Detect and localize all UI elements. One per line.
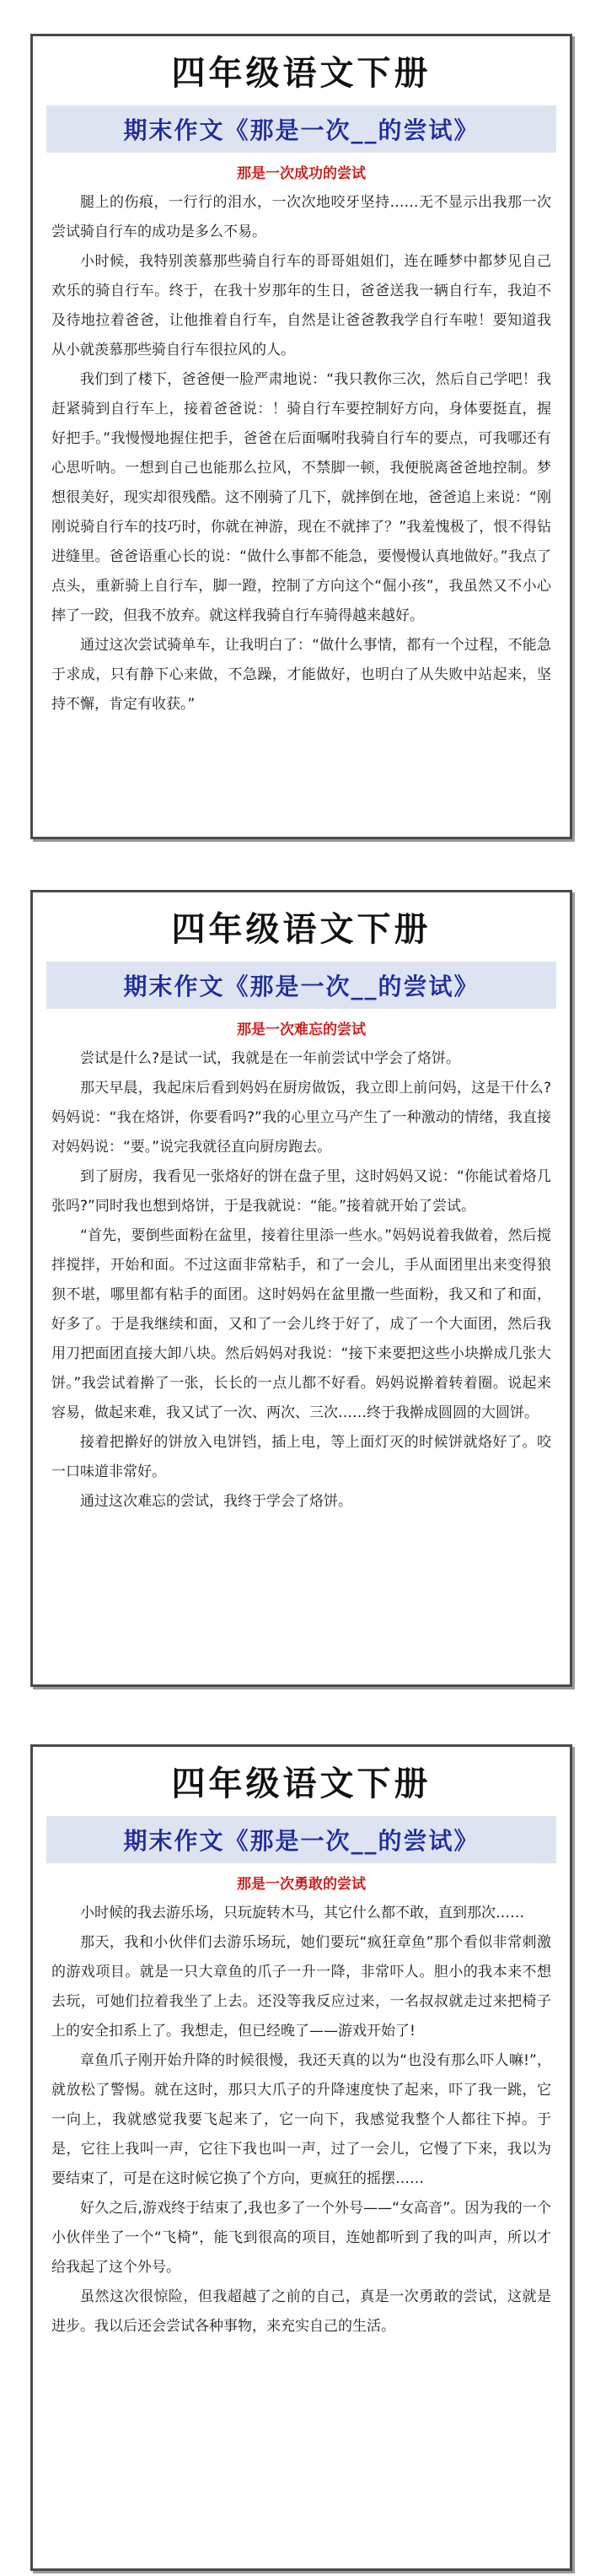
essay-body bbox=[51, 1044, 551, 1517]
essay-card-1 bbox=[30, 34, 572, 839]
card-header: 四年级语文下册 bbox=[171, 909, 432, 949]
essay-prompt-text: 期末作文《那是一次__的尝试》 bbox=[123, 116, 480, 144]
essay-prompt-banner bbox=[46, 1816, 556, 1863]
essay-prompt-banner bbox=[46, 105, 556, 153]
paragraph: 那天早晨，我起床后看到妈妈在厨房做饭，我立即上前问妈，这是干什么?妈妈说：“我在烙饼，你要看吗?”我的心里立马产生了一种激动的情绪，我直接对妈妈说：“要。”说完我就径直向厨房跑去。 bbox=[51, 1080, 551, 1156]
essay-prompt-text: 期末作文《那是一次__的尝试》 bbox=[123, 1827, 480, 1855]
paragraph: 接着把擀好的饼放入电饼铛，插上电，等上面灯灭的时候饼就烙好了。咬一口味道非常好。 bbox=[51, 1434, 551, 1480]
essay-card-2 bbox=[30, 890, 572, 1687]
paragraph: 尝试是什么?是试一试，我就是在一年前尝试中学会了烙饼。 bbox=[80, 1050, 461, 1067]
essay-body bbox=[51, 1899, 551, 2342]
paragraph: 章鱼爪子刚开始升降的时候很慢，我还天真的以为“也没有那么吓人嘛!”，就放松了警惕。就在这时，那只大爪子的升降速度快了起来，吓了我一跳，它一向上，我就感觉我要飞起来了，它一向下，我感觉我整个人都往下掉。于是，它往上我叫一声，它往下我也叫一声，过了一会儿，它慢了下来，我以为要结束了，可是在这时候它换了个方向，更疯狂的摇摆…… bbox=[51, 2052, 551, 2187]
essay-body bbox=[51, 188, 551, 719]
essay-title: 那是一次难忘的尝试 bbox=[237, 1021, 366, 1038]
essay-prompt-text: 期末作文《那是一次__的尝试》 bbox=[123, 973, 480, 1000]
paragraph: 小时候的我去游乐场，只玩旋转木马，其它什么都不敢，直到那次…… bbox=[80, 1905, 524, 1921]
paragraph: 好久之后,游戏终于结束了,我也多了一个外号——“女高音”。因为我的一个小伙伴坐了一个“飞椅”，能飞到很高的项目，连她都听到了我的叫声，所以才给我起了这个外号。 bbox=[51, 2200, 551, 2276]
card-header: 四年级语文下册 bbox=[171, 53, 432, 93]
essay-title: 那是一次成功的尝试 bbox=[237, 165, 366, 182]
essay-title: 那是一次勇敢的尝试 bbox=[237, 1876, 366, 1893]
paragraph: 通过这次难忘的尝试，我终于学会了烙饼。 bbox=[80, 1493, 352, 1510]
paragraph: 小时候，我特别羡慕那些骑自行车的哥哥姐姐们，连在睡梦中都梦见自己欢乐的骑自行车。终于，在我十岁那年的生日，爸爸送我一辆自行车，我迫不及待地拉着爸爸，让他推着自行车，自然是让爸爸教我学自行车啦！要知道我从小就羡慕那些骑自行车很拉风的人。 bbox=[51, 253, 551, 358]
card-header: 四年级语文下册 bbox=[171, 1764, 432, 1803]
essay-card-3 bbox=[30, 1744, 572, 2571]
paragraph: 通过这次尝试骑单车，让我明白了：“做什么事情，都有一个过程，不能急于求成，只有静下心来做，不急躁，才能做好，也明白了从失败中站起来，坚持不懈，肯定有收获。” bbox=[51, 637, 551, 713]
paragraph: 腿上的伤痕，一行行的泪水，一次次地咬牙坚持……无不显示出我那一次尝试骑自行车的成功是多么不易。 bbox=[51, 194, 551, 240]
paragraph: 虽然这次很惊险，但我超越了之前的自己，真是一次勇敢的尝试，这就是进步。我以后还会尝试各种事物，来充实自己的生活。 bbox=[51, 2288, 551, 2335]
paragraph: 到了厨房，我看见一张烙好的饼在盘子里，这时妈妈又说：“你能试着烙几张吗?”同时我也想到烙饼，于是我就说：“能。”接着就开始了尝试。 bbox=[51, 1168, 551, 1215]
paragraph: 我们到了楼下，爸爸便一脸严肃地说：“我只教你三次，然后自己学吧！我赶紧骑到自行车上，接着爸爸说：！骑自行车要控制好方向，身体要挺直，握好把手。”我慢慢地握住把手，爸爸在后面嘱咐我骑自行车的要点，可我哪还有心思听呐。一想到自己也能那么拉风，不禁脚一顿，我便脱离爸爸地控制。梦想很美好，现实却很残酷。这不刚骑了几下，就摔倒在地，爸爸追上来说：“刚刚说骑自行车的技巧时，你就在神游，现在不就摔了？”我羞愧极了，恨不得钻进缝里。爸爸语重心长的说：“做什么事都不能急，要慢慢认真地做好。”我点了点头，重新骑上自行车，脚一蹬，控制了方向这个“倔小孩”，我虽然又不小心摔了一跤，但我不放弃。就这样我骑自行车骑得越来越好。 bbox=[51, 371, 551, 624]
essay-prompt-banner bbox=[46, 962, 556, 1009]
paragraph: 那天，我和小伙伴们去游乐场玩，她们要玩“疯狂章鱼”那个看似非常刺激的游戏项目。就是一只大章鱼的爪子一升一降，非常吓人。胆小的我本来不想去玩，可她们拉着我坐了上去。还没等我反应过来，一名叔叔就走过来把椅子上的安全扣系上了。我想走，但已经晚了——游戏开始了! bbox=[51, 1934, 551, 2040]
paragraph: “首先，要倒些面粉在盆里，接着往里添一些水。”妈妈说着我做着，然后搅拌搅拌，开始和面。不过这面非常粘手，和了一会儿，手从面团里出来变得狼狈不堪，哪里都有粘手的面团。这时妈妈在盆里撒一些面粉，我又和了和面，好多了。于是我继续和面，又和了一会儿终于好了，成了一个大面团，然后我用刀把面团直接大卸八块。然后妈妈对我说：“接下来要把这些小块擀成几张大饼。”我尝试着擀了一张，长长的一点儿都不好看。妈妈说擀着转着圈。说起来容易，做起来难，我又试了一次、两次、三次……终于我擀成圆圆的大圆饼。 bbox=[51, 1227, 551, 1421]
